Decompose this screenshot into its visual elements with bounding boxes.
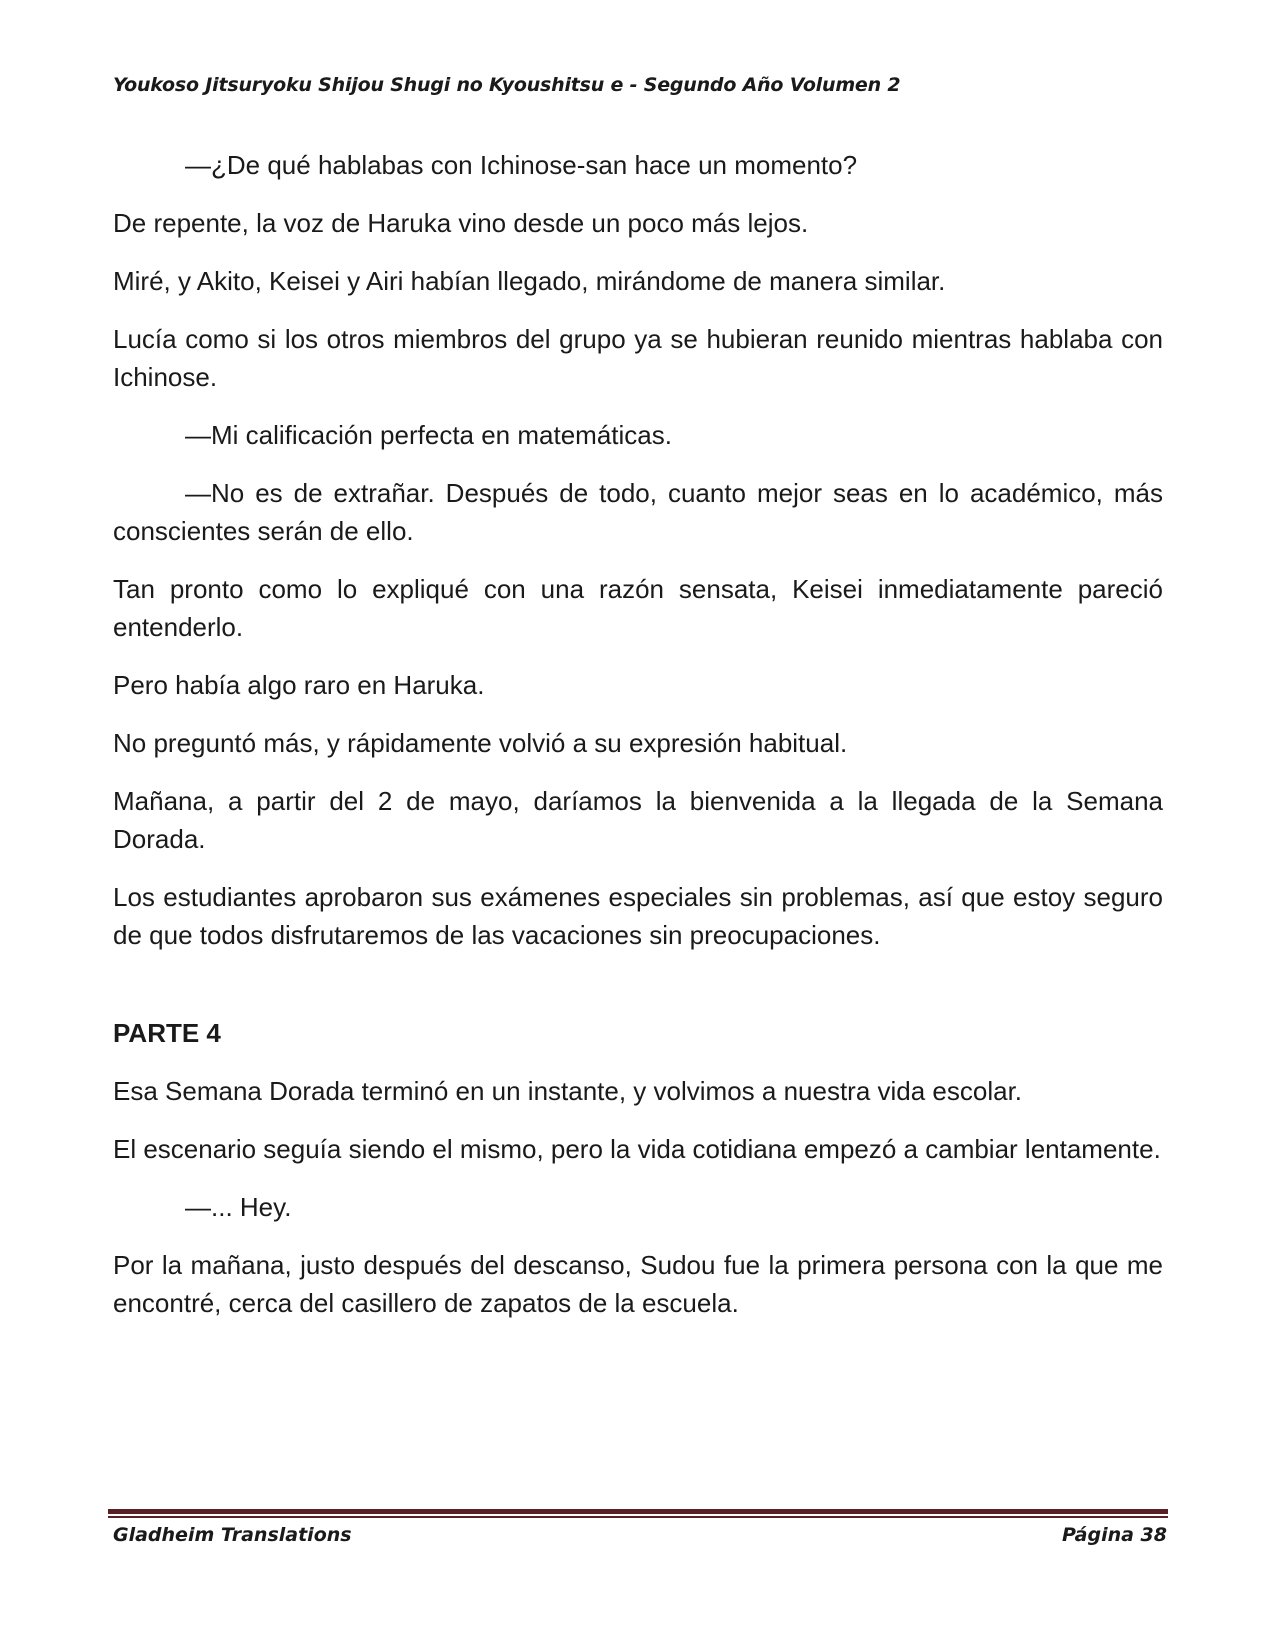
- header-title: Youkoso Jitsuryoku Shijou Shugi no Kyoushitsu e - Segundo Año Volumen 2: [113, 74, 901, 96]
- narration-paragraph: Los estudiantes aprobaron sus exámenes especiales sin problemas, así que estoy seguro de que todos disfrutaremos de las vacaciones sin preocupaciones.: [113, 882, 1163, 950]
- dialogue-paragraph: —¿De qué hablabas con Ichinose-san hace un momento?: [185, 150, 858, 180]
- footer-translator-credit: Gladheim Translations: [113, 1524, 352, 1546]
- footer-divider-thin: [108, 1516, 1168, 1518]
- narration-paragraph: Tan pronto como lo expliqué con una razón sensata, Keisei inmediatamente pareció entenderlo.: [113, 574, 1163, 642]
- footer-divider-thick: [108, 1509, 1168, 1514]
- page-body: [113, 146, 1163, 1342]
- narration-paragraph: Mañana, a partir del 2 de mayo, daríamos la bienvenida a la llegada de la Semana Dorada.: [113, 786, 1163, 854]
- narration-paragraph: El escenario seguía siendo el mismo, pero la vida cotidiana empezó a cambiar lentamente.: [113, 1134, 1161, 1164]
- narration-paragraph: No preguntó más, y rápidamente volvió a su expresión habitual.: [113, 728, 848, 758]
- footer-divider: [108, 1509, 1168, 1518]
- dialogue-paragraph: —Mi calificación perfecta en matemáticas.: [185, 420, 672, 450]
- narration-paragraph: Por la mañana, justo después del descanso, Sudou fue la primera persona con la que me encontré, cerca del casillero de zapatos de la escuela.: [113, 1250, 1163, 1318]
- narration-paragraph: Miré, y Akito, Keisei y Airi habían llegado, mirándome de manera similar.: [113, 266, 946, 296]
- dialogue-paragraph: —No es de extrañar. Después de todo, cuanto mejor seas en lo académico, más conscientes serán de ello.: [113, 478, 1163, 546]
- dialogue-paragraph: —... Hey.: [185, 1192, 292, 1222]
- section-heading: PARTE 4: [113, 1018, 221, 1048]
- narration-paragraph: Esa Semana Dorada terminó en un instante, y volvimos a nuestra vida escolar.: [113, 1076, 1023, 1106]
- footer-page-number: Página 38: [1061, 1524, 1167, 1546]
- narration-paragraph: Pero había algo raro en Haruka.: [113, 670, 485, 700]
- narration-paragraph: Lucía como si los otros miembros del grupo ya se hubieran reunido mientras hablaba con Ichinose.: [113, 324, 1163, 392]
- narration-paragraph: De repente, la voz de Haruka vino desde un poco más lejos.: [113, 208, 809, 238]
